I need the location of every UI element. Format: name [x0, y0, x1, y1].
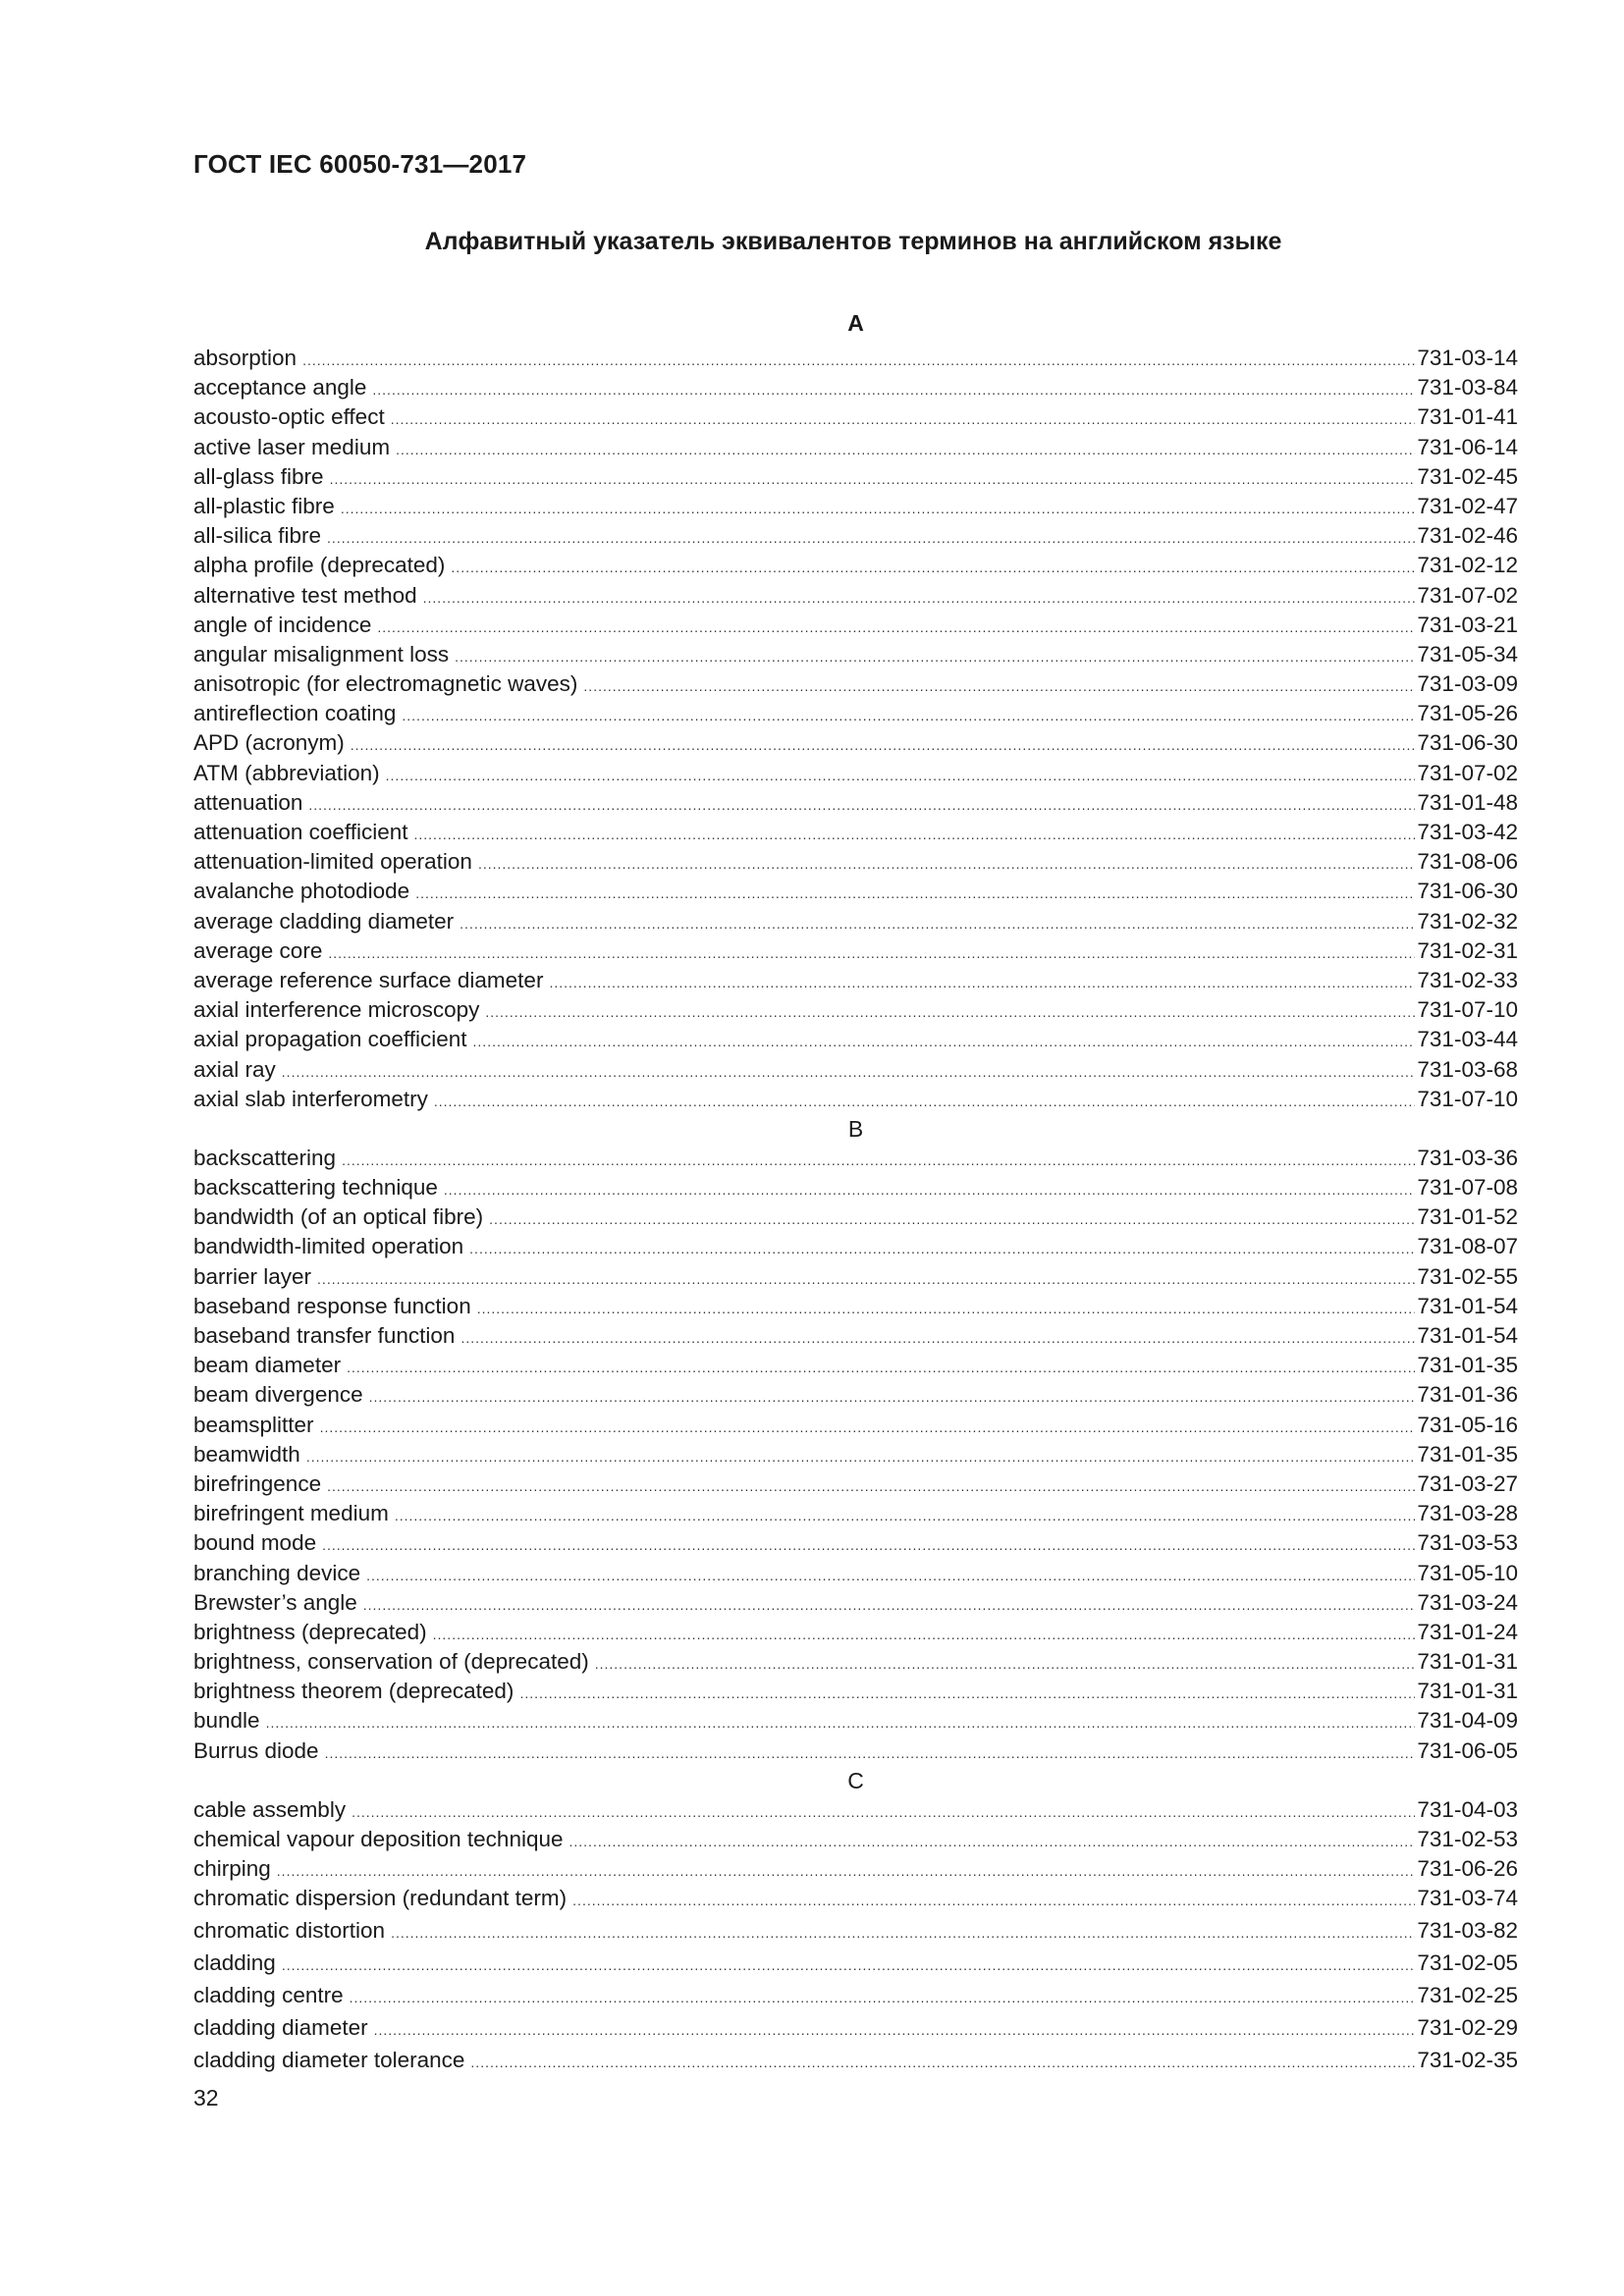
index-entry: [193, 759, 1518, 788]
entry-term: average cladding diameter: [193, 908, 455, 934]
index-entry: [193, 1884, 1518, 1913]
dot-leader: [277, 1856, 1416, 1886]
entry-code: 731-01-54: [1417, 1323, 1518, 1348]
dot-leader: [395, 1501, 1416, 1530]
index-entry: [193, 1055, 1518, 1085]
entry-term: acceptance angle: [193, 375, 367, 400]
entry-code: 731-01-41: [1417, 404, 1518, 430]
dot-leader: [327, 523, 1415, 553]
index-entry: [193, 728, 1518, 758]
entry-term: axial interference microscopy: [193, 997, 480, 1023]
index-entry: [193, 1559, 1518, 1588]
dot-leader: [455, 642, 1415, 671]
dot-leader: [473, 1027, 1416, 1056]
dot-leader: [423, 583, 1416, 613]
entry-code: 731-01-31: [1417, 1649, 1518, 1675]
index-entry: [193, 936, 1518, 966]
entry-code: 731-07-10: [1417, 1086, 1518, 1111]
entry-code: 731-03-68: [1417, 1056, 1518, 1082]
index-entry: [193, 1618, 1518, 1647]
dot-leader: [328, 938, 1415, 968]
entry-term: beam divergence: [193, 1382, 363, 1408]
entry-term: avalanche photodiode: [193, 879, 410, 904]
entry-code: 731-03-28: [1417, 1501, 1518, 1526]
index-entry: [193, 788, 1518, 818]
dot-leader: [460, 909, 1415, 938]
dot-leader: [460, 1323, 1415, 1353]
dot-leader: [569, 1827, 1416, 1856]
dot-leader: [317, 1264, 1415, 1294]
entry-term: attenuation-limited operation: [193, 849, 472, 875]
index-entry: [193, 1173, 1518, 1202]
entry-term: all-glass fibre: [193, 463, 324, 489]
index-entry: [193, 1411, 1518, 1440]
entry-code: 731-07-02: [1417, 582, 1518, 608]
dot-leader: [489, 1204, 1415, 1234]
entry-term: brightness, conservation of (deprecated): [193, 1649, 589, 1675]
entry-term: axial propagation coefficient: [193, 1027, 467, 1052]
dot-leader: [330, 464, 1416, 494]
index-entry: [193, 611, 1518, 640]
dot-leader: [342, 1146, 1415, 1175]
entry-term: beamwidth: [193, 1441, 300, 1467]
entry-term: cable assembly: [193, 1796, 347, 1822]
entry-term: angular misalignment loss: [193, 641, 450, 667]
entry-code: 731-02-33: [1417, 967, 1518, 992]
page-number: 32: [193, 2085, 219, 2110]
dot-leader: [595, 1649, 1416, 1679]
entry-code: 731-03-84: [1417, 375, 1518, 400]
index-entry: [193, 2011, 1518, 2044]
dot-leader: [308, 790, 1415, 820]
dot-leader: [302, 346, 1415, 375]
entry-term: alpha profile (deprecated): [193, 553, 446, 578]
entry-code: 731-05-10: [1417, 1560, 1518, 1585]
index-entry: [193, 699, 1518, 728]
entry-code: 731-03-14: [1417, 346, 1518, 370]
entry-term: alternative test method: [193, 582, 417, 608]
dot-leader: [320, 1413, 1416, 1442]
index-entry: [193, 1795, 1518, 1825]
index-entry: [193, 669, 1518, 699]
dot-leader: [347, 1353, 1415, 1382]
entry-code: 731-01-24: [1417, 1619, 1518, 1644]
entry-term: birefringence: [193, 1470, 322, 1496]
dot-leader: [372, 375, 1415, 404]
entry-term: baseband response function: [193, 1293, 471, 1318]
entry-code: 731-03-44: [1417, 1027, 1518, 1052]
dot-leader: [433, 1620, 1416, 1649]
dot-leader: [470, 2047, 1415, 2079]
entry-code: 731-03-82: [1417, 1917, 1518, 1943]
entry-code: 731-02-05: [1417, 1949, 1518, 1975]
entry-term: APD (acronym): [193, 730, 345, 756]
dot-leader: [583, 671, 1415, 701]
dot-leader: [451, 553, 1415, 582]
index-entry: [193, 1647, 1518, 1677]
entry-term: axial ray: [193, 1056, 276, 1082]
index-entry: [193, 640, 1518, 669]
index-entry: [193, 1292, 1518, 1321]
entry-term: bound mode: [193, 1530, 317, 1556]
entry-code: 731-03-36: [1417, 1145, 1518, 1170]
entry-code: 731-07-10: [1417, 997, 1518, 1023]
document-header: ГОСТ IEC 60050-731—2017: [193, 149, 527, 179]
entry-code: 731-02-32: [1417, 908, 1518, 934]
entry-code: 731-03-09: [1417, 671, 1518, 697]
index-entry: [193, 402, 1518, 432]
index-entry: [193, 818, 1518, 847]
entry-code: 731-03-21: [1417, 612, 1518, 637]
index-entry: [193, 1440, 1518, 1469]
dot-leader: [478, 849, 1415, 879]
dot-leader: [282, 1949, 1416, 1982]
dot-leader: [266, 1708, 1416, 1737]
index-entry: [193, 966, 1518, 995]
dot-leader: [306, 1442, 1416, 1471]
dot-leader: [325, 1738, 1416, 1768]
entry-code: 731-01-48: [1417, 789, 1518, 815]
index-entry: [193, 1528, 1518, 1558]
entry-code: 731-01-31: [1417, 1679, 1518, 1704]
entry-term: all-silica fibre: [193, 523, 322, 549]
dot-leader: [391, 404, 1416, 434]
entry-term: angle of incidence: [193, 612, 372, 637]
index-entry: [193, 1144, 1518, 1173]
dot-leader: [322, 1530, 1415, 1560]
entry-code: 731-02-25: [1417, 1982, 1518, 2007]
entry-term: ATM (abbreviation): [193, 760, 380, 785]
entry-code: 731-05-26: [1417, 701, 1518, 726]
index-entry: [193, 1351, 1518, 1380]
entry-code: 731-02-46: [1417, 523, 1518, 549]
entry-code: 731-01-52: [1417, 1204, 1518, 1230]
entry-term: all-plastic fibre: [193, 493, 335, 518]
entry-code: 731-08-07: [1417, 1234, 1518, 1259]
entry-term: branching device: [193, 1560, 361, 1585]
entry-term: birefringent medium: [193, 1501, 389, 1526]
entry-code: 731-02-55: [1417, 1263, 1518, 1289]
section-letter: C: [847, 1767, 864, 1793]
dot-leader: [414, 820, 1416, 849]
index-entry: [193, 1232, 1518, 1261]
index-entry: [193, 1947, 1518, 1979]
entry-term: cladding: [193, 1949, 276, 1975]
index-entry: [193, 1321, 1518, 1351]
entry-code: 731-06-30: [1417, 879, 1518, 904]
entry-code: 731-06-05: [1417, 1737, 1518, 1763]
entry-code: 731-02-29: [1417, 2014, 1518, 2040]
index-entry: [193, 1825, 1518, 1854]
dot-leader: [477, 1294, 1416, 1323]
dot-leader: [434, 1087, 1416, 1116]
entry-code: 731-01-35: [1417, 1353, 1518, 1378]
entry-term: chromatic distortion: [193, 1917, 386, 1943]
entry-term: baseband transfer function: [193, 1323, 456, 1348]
section-letter: A: [847, 310, 864, 336]
entry-term: Brewster’s angle: [193, 1589, 357, 1615]
entry-term: chirping: [193, 1856, 271, 1882]
index-entry: [193, 907, 1518, 936]
index-entry: [193, 1736, 1518, 1766]
dot-leader: [341, 494, 1416, 523]
entry-term: beam diameter: [193, 1353, 342, 1378]
dot-leader: [327, 1471, 1415, 1501]
entry-code: 731-01-36: [1417, 1382, 1518, 1408]
entry-code: 731-05-16: [1417, 1412, 1518, 1437]
index-entry: [193, 581, 1518, 611]
entry-code: 731-07-02: [1417, 760, 1518, 785]
entry-term: anisotropic (for electromagnetic waves): [193, 671, 578, 697]
entry-code: 731-03-74: [1417, 1886, 1518, 1911]
entry-term: chemical vapour deposition technique: [193, 1827, 564, 1851]
entry-term: beamsplitter: [193, 1412, 314, 1437]
index-entry: [193, 521, 1518, 551]
entry-code: 731-08-06: [1417, 849, 1518, 875]
entry-term: cladding diameter: [193, 2014, 368, 2040]
dot-leader: [572, 1886, 1415, 1915]
dot-leader: [363, 1590, 1416, 1620]
entry-code: 731-02-31: [1417, 937, 1518, 963]
index-entry: [193, 1380, 1518, 1410]
dot-leader: [391, 1917, 1415, 1949]
index-entry: [193, 433, 1518, 462]
dot-leader: [374, 2014, 1416, 2047]
index-entry: [193, 847, 1518, 877]
entry-term: attenuation: [193, 789, 303, 815]
dot-leader: [485, 997, 1415, 1027]
entry-term: bandwidth (of an optical fibre): [193, 1204, 484, 1230]
index-entry: [193, 1499, 1518, 1528]
dot-leader: [282, 1057, 1416, 1087]
index-entry: [193, 1677, 1518, 1706]
index-entry: [193, 2044, 1518, 2076]
entry-term: backscattering technique: [193, 1175, 438, 1201]
entry-code: 731-02-53: [1417, 1827, 1518, 1851]
index-entry: [193, 462, 1518, 492]
index-entry: [193, 995, 1518, 1025]
entry-term: absorption: [193, 346, 298, 370]
index-entry: [193, 1706, 1518, 1735]
entry-code: 731-06-14: [1417, 434, 1518, 459]
index-title: Алфавитный указатель эквивалентов терминов на английском языке: [424, 228, 1282, 255]
entry-term: barrier layer: [193, 1263, 312, 1289]
entry-code: 731-02-35: [1417, 2047, 1518, 2072]
index-entry: [193, 1469, 1518, 1499]
entry-code: 731-04-09: [1417, 1708, 1518, 1734]
dot-leader: [350, 1982, 1416, 2014]
dot-leader: [402, 701, 1415, 730]
entry-term: cladding centre: [193, 1982, 344, 2007]
entry-term: acousto-optic effect: [193, 404, 385, 430]
entry-term: attenuation coefficient: [193, 820, 408, 844]
entry-term: backscattering: [193, 1145, 337, 1170]
entry-code: 731-02-45: [1417, 463, 1518, 489]
entry-code: 731-03-53: [1417, 1530, 1518, 1556]
entry-term: active laser medium: [193, 434, 391, 459]
entry-term: average core: [193, 937, 323, 963]
dot-leader: [415, 879, 1415, 908]
entry-code: 731-04-03: [1417, 1796, 1518, 1822]
index-entry: [193, 1979, 1518, 2011]
entry-code: 731-03-24: [1417, 1589, 1518, 1615]
dot-leader: [377, 613, 1415, 642]
dot-leader: [352, 1797, 1415, 1827]
dot-leader: [549, 968, 1415, 997]
entry-code: 731-05-34: [1417, 641, 1518, 667]
dot-leader: [369, 1382, 1416, 1412]
index-entry: [193, 1914, 1518, 1947]
entry-code: 731-03-27: [1417, 1470, 1518, 1496]
dot-leader: [396, 435, 1415, 464]
entry-term: axial slab interferometry: [193, 1086, 428, 1111]
entry-code: 731-01-35: [1417, 1441, 1518, 1467]
dot-leader: [386, 761, 1416, 790]
index-entry: [193, 492, 1518, 521]
entry-term: average reference surface diameter: [193, 967, 544, 992]
dot-leader: [519, 1679, 1415, 1708]
index-entry: [193, 1202, 1518, 1232]
entry-term: brightness (deprecated): [193, 1619, 427, 1644]
entry-term: brightness theorem (deprecated): [193, 1679, 514, 1704]
entry-code: 731-03-42: [1417, 820, 1518, 844]
entry-code: 731-06-30: [1417, 730, 1518, 756]
entry-code: 731-02-47: [1417, 493, 1518, 518]
index-entry: [193, 344, 1518, 373]
term-index: [193, 302, 1518, 2076]
dot-leader: [469, 1234, 1415, 1263]
index-entry: [193, 551, 1518, 580]
entry-term: Burrus diode: [193, 1737, 319, 1763]
index-entry: [193, 877, 1518, 906]
dot-leader: [366, 1561, 1415, 1590]
index-entry: [193, 373, 1518, 402]
entry-term: bundle: [193, 1708, 260, 1734]
dot-leader: [351, 730, 1416, 760]
index-entry: [193, 1588, 1518, 1618]
entry-code: 731-06-26: [1417, 1856, 1518, 1882]
entry-term: antireflection coating: [193, 701, 397, 726]
section-letter: B: [847, 1115, 864, 1142]
entry-code: 731-02-12: [1417, 553, 1518, 578]
dot-leader: [444, 1175, 1416, 1204]
entry-code: 731-07-08: [1417, 1175, 1518, 1201]
entry-term: chromatic dispersion (redundant term): [193, 1886, 568, 1911]
index-entry: [193, 1085, 1518, 1114]
index-entry: [193, 1025, 1518, 1054]
index-entry: [193, 1262, 1518, 1292]
entry-term: bandwidth-limited operation: [193, 1234, 464, 1259]
index-entry: [193, 1854, 1518, 1884]
entry-term: cladding diameter tolerance: [193, 2047, 465, 2072]
entry-code: 731-01-54: [1417, 1293, 1518, 1318]
